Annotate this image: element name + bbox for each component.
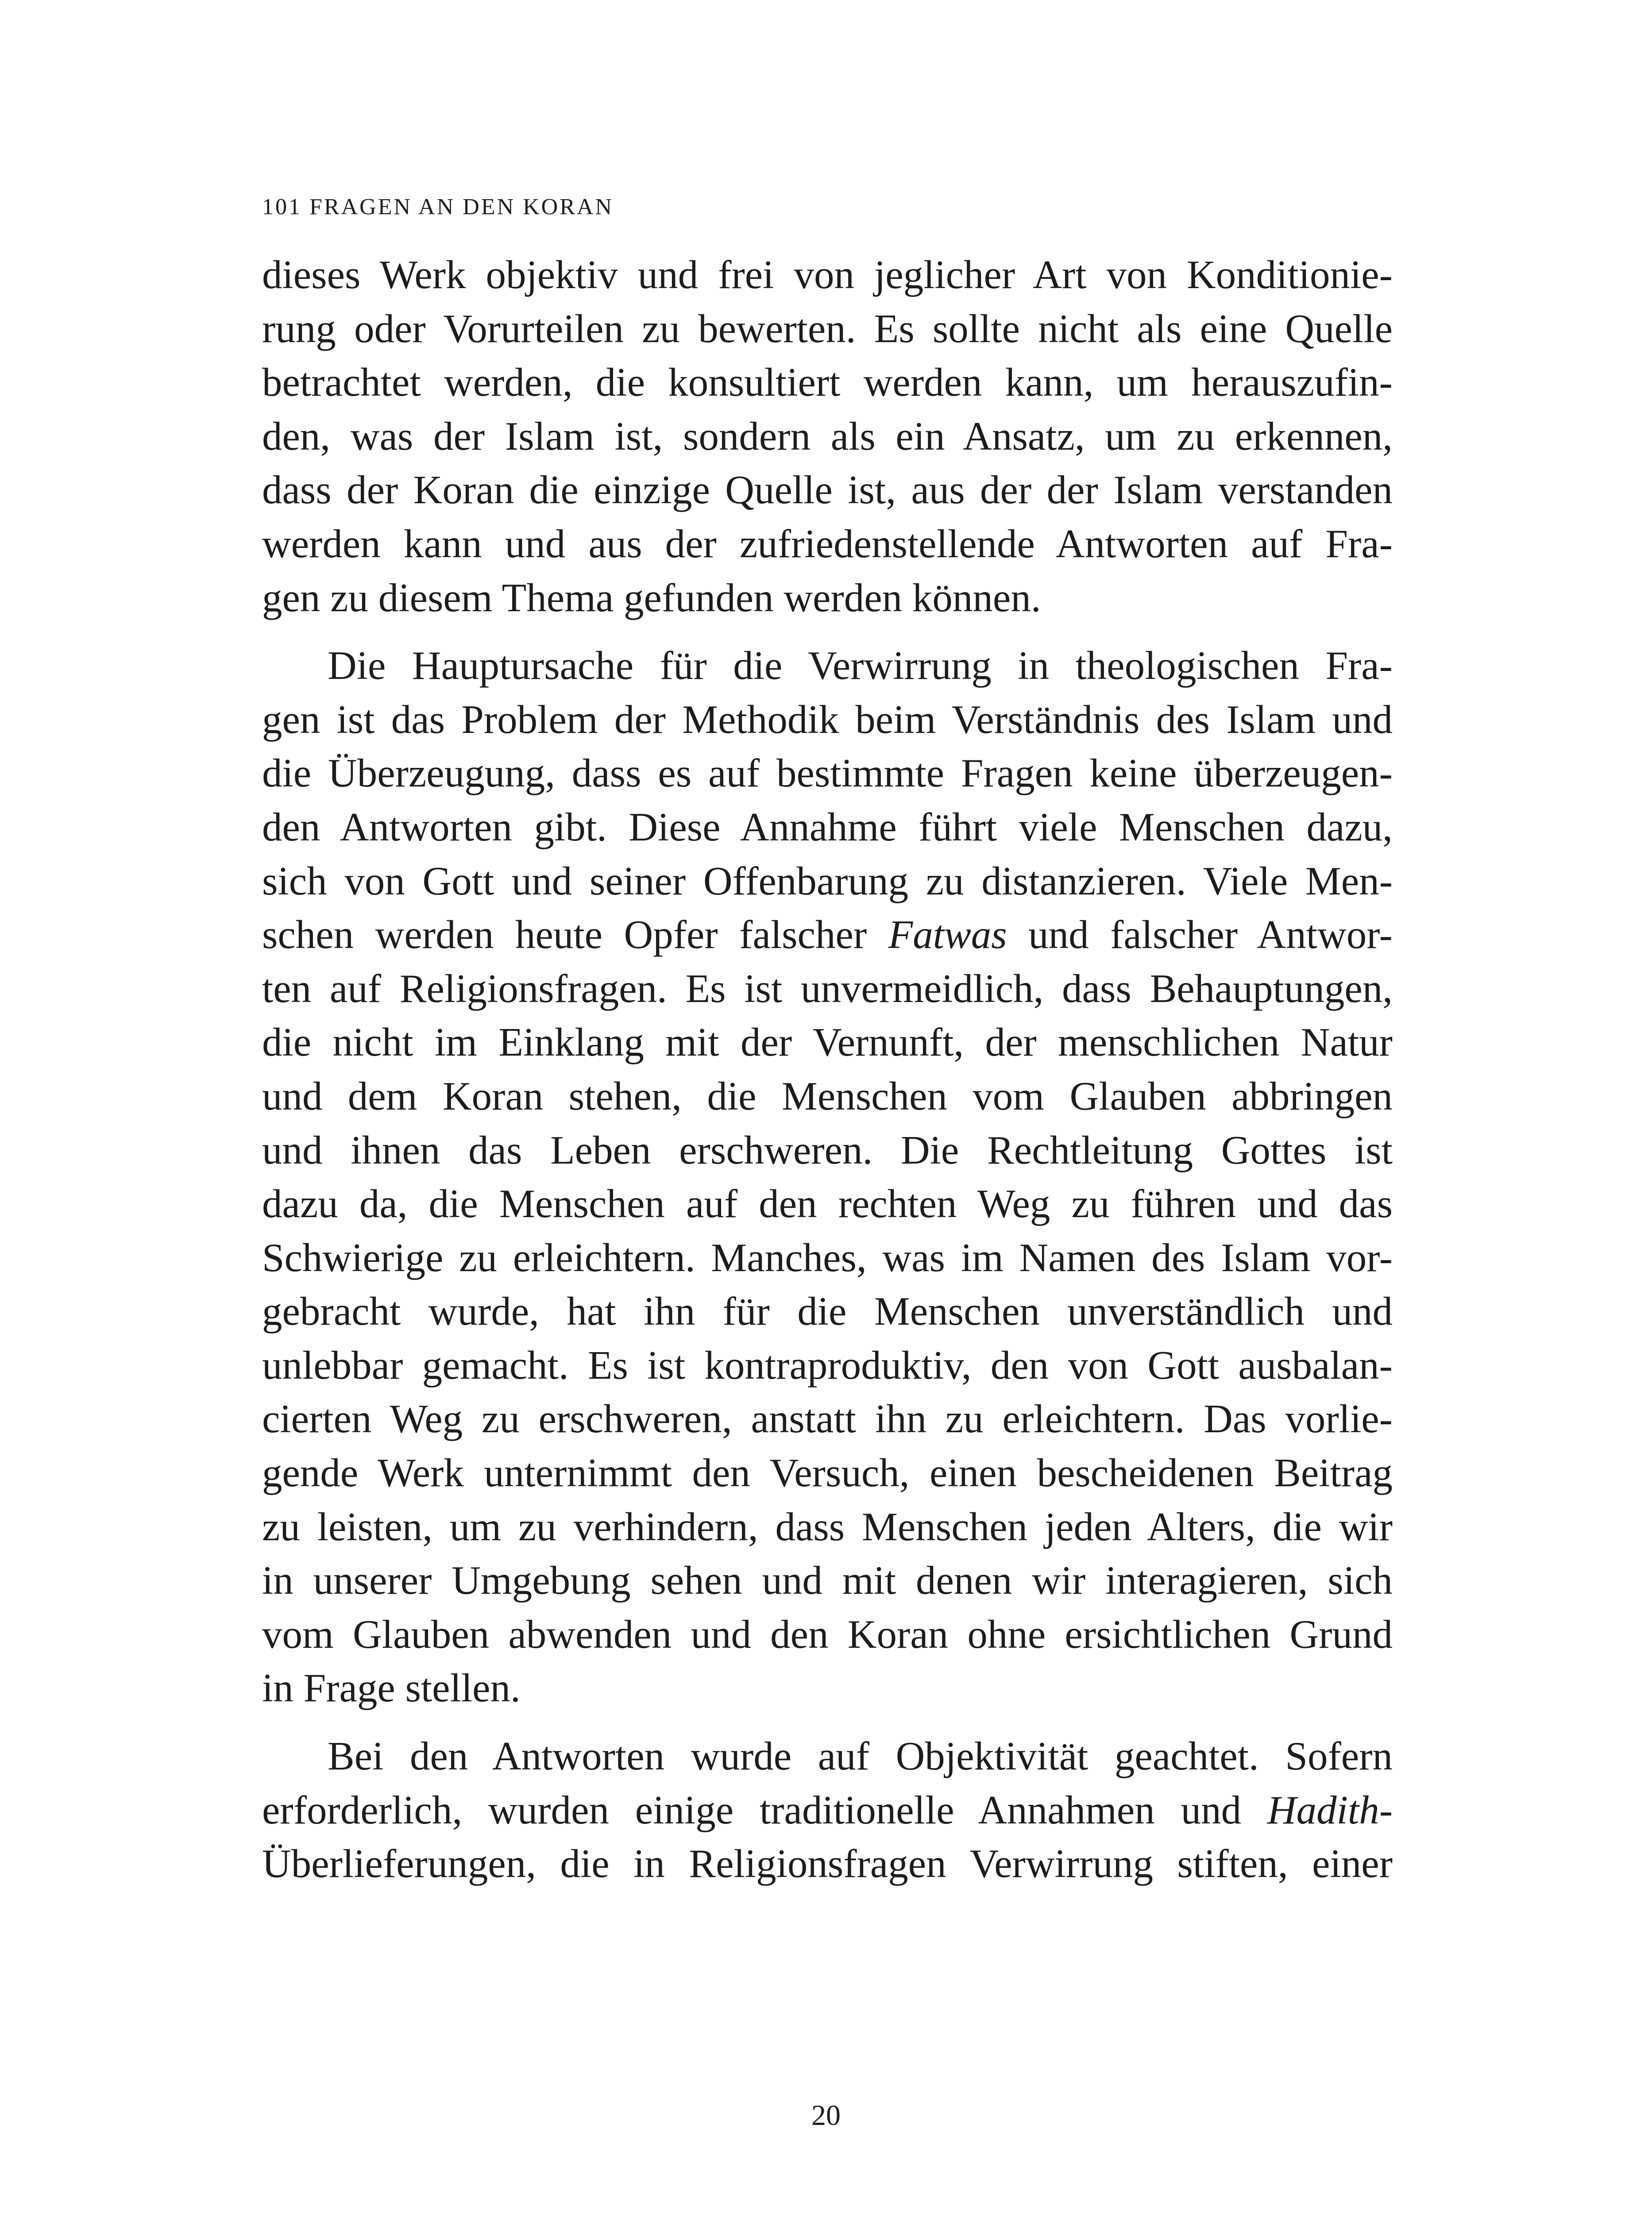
text-line: dieses Werk objektiv und frei von jeglicher Art von Konditionie-	[262, 252, 1393, 297]
italic-term: Fatwas	[888, 912, 1007, 957]
text-line: gebracht wurde, hat ihn für die Menschen unverständlich und	[262, 1289, 1393, 1334]
text-line: die nicht im Einklang mit der Vernunft, der menschlichen Natur	[262, 1020, 1393, 1065]
text-line: in unserer Umgebung sehen und mit denen wir interagieren, sich	[262, 1558, 1393, 1603]
text-line: und dem Koran stehen, die Menschen vom Glauben abbringen	[262, 1073, 1393, 1118]
text-line: Bei den Antworten wurde auf Objektivität geachtet. Sofern	[328, 1734, 1393, 1779]
text-line: den Antworten gibt. Diese Annahme führt viele Menschen dazu,	[262, 804, 1393, 849]
text-line: werden kann und aus der zufriedenstellende Antworten auf Fra-	[262, 521, 1393, 566]
text-run: schen werden heute Opfer falscher	[262, 912, 888, 957]
text-line: betrachtet werden, die konsultiert werden kann, um herauszufin-	[262, 360, 1393, 405]
paragraph-3	[262, 1729, 1393, 1891]
text-line: den, was der Islam ist, sondern als ein Ansatz, um zu erkennen,	[262, 413, 1393, 459]
text-line-with-italic	[262, 1783, 1393, 1837]
text-line: unlebbar gemacht. Es ist kontraproduktiv, den von Gott ausbalan-	[262, 1342, 1393, 1388]
text-run: und falscher Antwor-	[1007, 912, 1393, 957]
text-line: ten auf Religionsfragen. Es ist unvermeidlich, dass Behauptungen,	[262, 966, 1393, 1011]
running-head: 101 FRAGEN AN DEN KORAN	[262, 194, 614, 220]
text-line-with-italic	[262, 908, 1393, 962]
text-line: Überlieferungen, die in Religionsfragen Verwirrung stiften, einer	[262, 1841, 1393, 1886]
text-line: dass der Koran die einzige Quelle ist, aus der der Islam verstanden	[262, 467, 1393, 513]
text-line: und ihnen das Leben erschweren. Die Rechtleitung Gottes ist	[262, 1127, 1393, 1172]
text-line: in Frage stellen.	[262, 1666, 521, 1711]
text-line: gen zu diesem Thema gefunden werden können.	[262, 575, 1041, 620]
text-line: Schwierige zu erleichtern. Manches, was im Namen des Islam vor-	[262, 1235, 1393, 1280]
paragraph-2	[262, 639, 1393, 1715]
text-line: gende Werk unternimmt den Versuch, einen bescheidenen Beitrag	[262, 1450, 1393, 1496]
text-line: gen ist das Problem der Methodik beim Verständnis des Islam und	[262, 697, 1393, 742]
text-line: Die Hauptursache für die Verwirrung in theologischen Fra-	[328, 643, 1393, 688]
page-number: 20	[811, 2099, 841, 2132]
text-line: sich von Gott und seiner Offenbarung zu distanzieren. Viele Men-	[262, 858, 1393, 903]
text-line: rung oder Vorurteilen zu bewerten. Es sollte nicht als eine Quelle	[262, 306, 1393, 351]
italic-term: Hadith-	[1267, 1787, 1393, 1832]
text-line: zu leisten, um zu verhindern, dass Menschen jeden Alters, die wir	[262, 1504, 1393, 1549]
paragraph-1	[262, 248, 1393, 625]
text-run: erforderlich, wurden einige traditionelle Annahmen und	[262, 1787, 1267, 1832]
text-line: die Überzeugung, dass es auf bestimmte Fragen keine überzeugen-	[262, 751, 1393, 796]
text-line: dazu da, die Menschen auf den rechten Weg zu führen und das	[262, 1181, 1393, 1226]
text-line: vom Glauben abwenden und den Koran ohne ersichtlichen Grund	[262, 1612, 1393, 1657]
body-text	[262, 248, 1393, 1891]
text-line: cierten Weg zu erschweren, anstatt ihn zu erleichtern. Das vorlie-	[262, 1396, 1393, 1442]
